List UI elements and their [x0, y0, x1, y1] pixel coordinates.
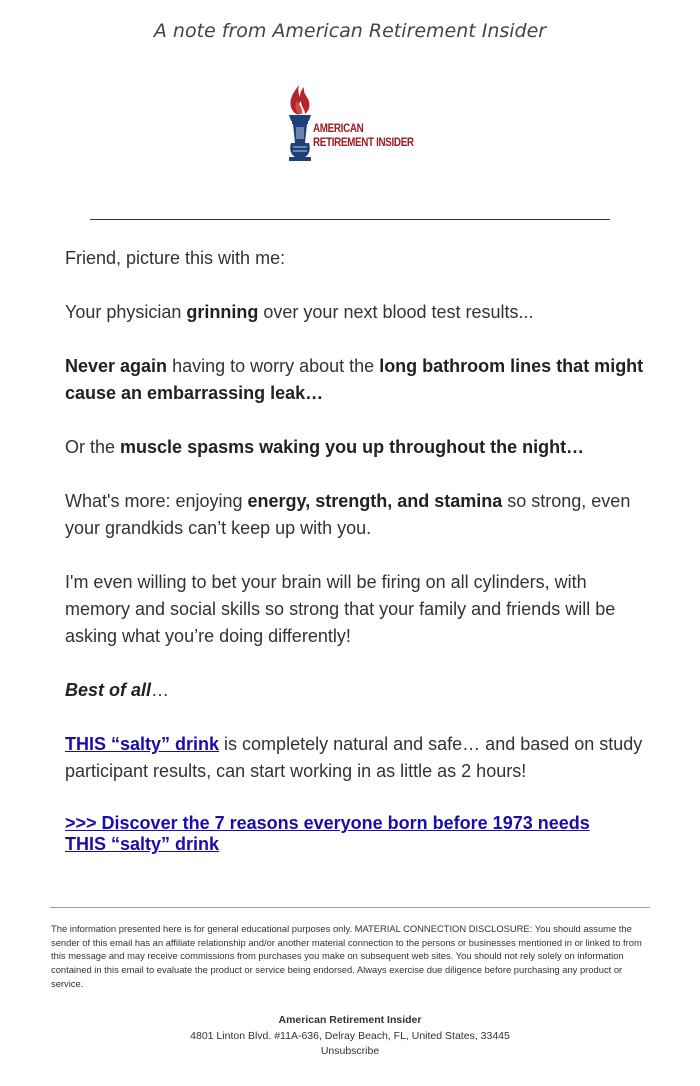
- header-note: A note from American Retirement Insider: [153, 20, 547, 42]
- p2-bold-c: long bathroom lines that might cause an embarrassing leak…: [65, 356, 644, 403]
- p6-ellipsis: …: [151, 680, 170, 700]
- p1-text-a: Your physician: [65, 302, 187, 322]
- logo-line-2: RETIREMENT INSIDER: [313, 135, 414, 149]
- p1-text-c: over your next blood test results...: [258, 302, 534, 322]
- paragraph-7: [65, 731, 645, 785]
- discover-reasons-link[interactable]: >>> Discover the 7 reasons everyone born before 1973 needs THIS “salty” drink: [65, 813, 590, 854]
- paragraph-4: [65, 488, 645, 542]
- p3-bold: muscle spasms waking you up throughout the night…: [120, 437, 585, 457]
- unsubscribe-link[interactable]: Unsubscribe: [320, 1045, 380, 1057]
- paragraph-2: [65, 353, 645, 407]
- header-divider: [90, 219, 610, 220]
- greeting-text: Friend, picture this with me:: [65, 248, 286, 268]
- disclaimer: The information presented here is for general educational purposes only. MATERIAL CONNECTION DISCLOSURE: You should assume the sender of this email has an affiliate relationship and/or another material connection to the persons or businesses mentioned in or linked to from this message and may receive commissions from purchases you make on subsequent web sites. You should not rely solely on information contained in this email to evaluate the product or service being endorsed. Always exercise due diligence before purchasing any product or service.: [51, 923, 642, 989]
- p4-text-c: so strong, even your grandkids can’t keep up with you.: [65, 491, 631, 538]
- logo-line-1: AMERICAN: [313, 121, 364, 135]
- p2-bold-a: Never again: [65, 356, 168, 376]
- p6-bold-italic: Best of all: [65, 680, 152, 700]
- p2-text-b: having to worry about the: [167, 356, 380, 376]
- p4-text-a: What's more: enjoying: [65, 491, 248, 511]
- paragraph-3: [65, 434, 645, 461]
- p5-text: I'm even willing to bet your brain will be firing on all cylinders, with memory and social skills so strong that your family and friends will be asking what you’re doing differently!: [65, 572, 616, 646]
- footer-address: 4801 Linton Blvd. #11A-636, Delray Beach, FL, United States, 33445: [190, 1029, 510, 1042]
- p7-text: is completely natural and safe… and based on study participant results, can start working in as little as 2 hours!: [65, 734, 643, 781]
- salty-drink-link[interactable]: THIS “salty” drink: [65, 734, 220, 754]
- footer: [0, 1013, 700, 1060]
- logo-wordmark: [313, 121, 414, 149]
- p3-text-a: Or the: [65, 437, 121, 457]
- greeting-paragraph: [65, 245, 645, 272]
- p1-bold: grinning: [186, 302, 259, 322]
- paragraph-1: [65, 299, 645, 326]
- footer-divider: [50, 907, 650, 908]
- paragraph-6: [65, 677, 645, 704]
- paragraph-5: [65, 569, 645, 650]
- brand-logo: [283, 83, 423, 165]
- p4-bold: energy, strength, and stamina: [247, 491, 503, 511]
- cta-block: [65, 813, 625, 855]
- footer-company: American Retirement Insider: [278, 1014, 422, 1026]
